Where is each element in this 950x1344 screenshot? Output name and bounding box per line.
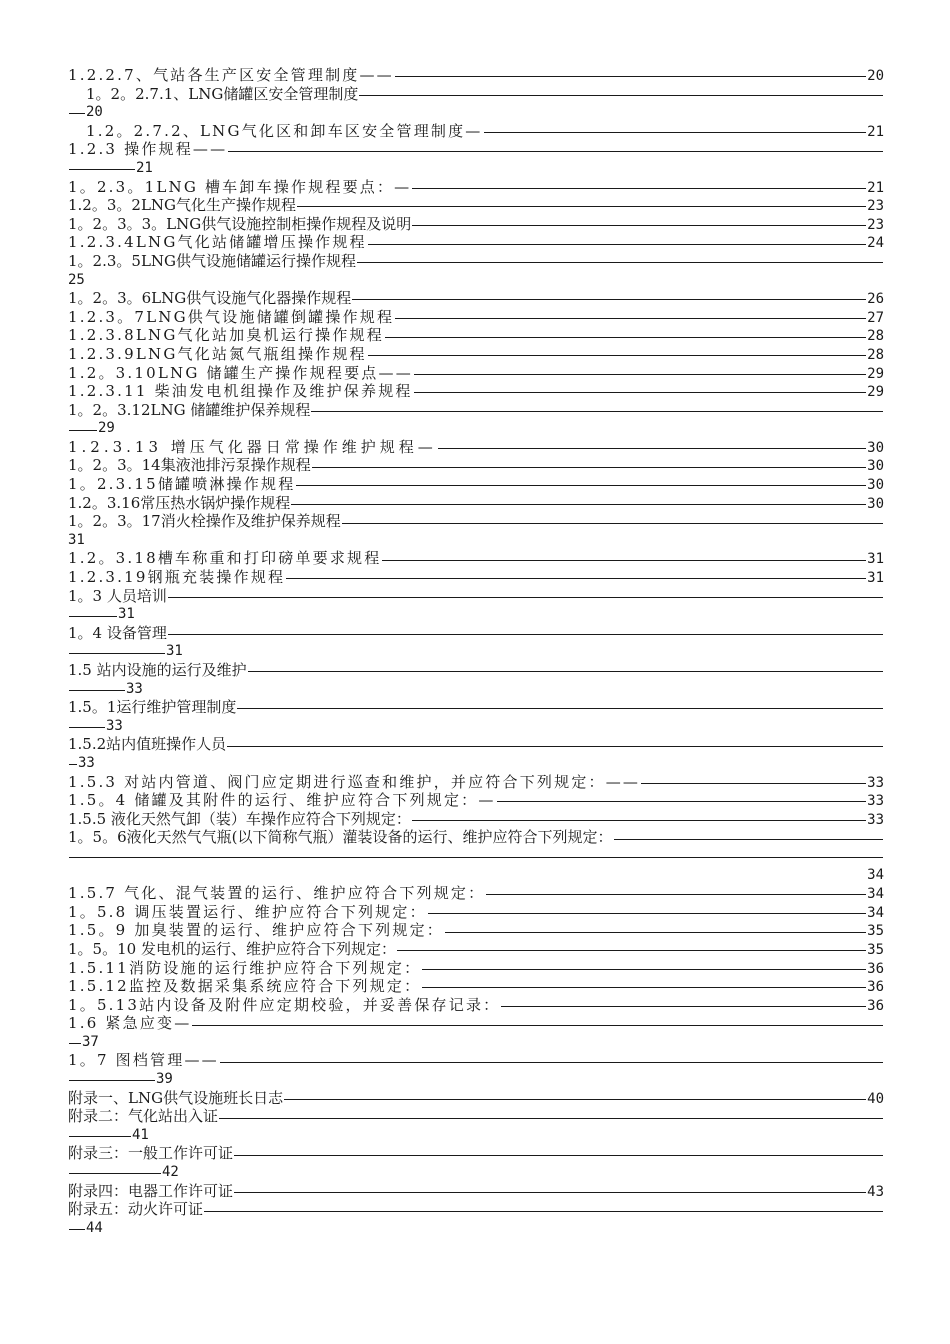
toc-entry-page: 30: [867, 439, 884, 456]
toc-entry[interactable]: [68, 1107, 884, 1144]
toc-entry-title: 附录五：动火许可证: [68, 1200, 204, 1219]
toc-entry-page: 21: [867, 123, 884, 140]
toc-entry-title: 1。4 设备管理: [68, 623, 167, 642]
toc-entry-title: 1.6 紧急应变—: [68, 1014, 192, 1033]
toc-entry-page: 42: [162, 1164, 179, 1181]
leader-dots: [69, 1172, 161, 1174]
leader-dots: [497, 800, 867, 802]
leader-dots: [342, 522, 883, 524]
toc-entry-page: 24: [867, 235, 884, 252]
toc-entry[interactable]: [68, 1051, 884, 1088]
toc-entry[interactable]: [68, 382, 884, 401]
leader-dots: [484, 131, 867, 133]
leader-dots: [486, 893, 866, 895]
toc-entry-page: 39: [156, 1071, 173, 1088]
toc-entry-page: 33: [867, 811, 884, 828]
leader-dots: [291, 503, 866, 505]
toc-entry[interactable]: [68, 549, 884, 568]
toc-entry[interactable]: [68, 289, 884, 308]
leader-dots: [234, 1191, 866, 1193]
toc-entry[interactable]: [68, 661, 884, 698]
toc-entry-title: 1.5。9 加臭装置的运行、维护应符合下列规定：: [68, 921, 444, 940]
toc-entry[interactable]: [68, 401, 884, 438]
toc-entry-page: 33: [867, 774, 884, 791]
leader-dots: [445, 931, 866, 933]
leader-dots: [168, 633, 883, 635]
toc-entry-page: 23: [867, 198, 884, 215]
toc-entry[interactable]: [68, 698, 884, 735]
toc-entry-page: 35: [867, 941, 884, 958]
toc-entry[interactable]: [68, 345, 884, 364]
toc-entry-title: 附录一、LNG供气设施班长日志: [68, 1088, 284, 1107]
leader-dots: [368, 243, 866, 245]
toc-entry-title: 1。2。3。17消火栓操作及维护保养规程: [68, 512, 341, 531]
leader-dots: [237, 707, 883, 709]
toc-entry-page: 30: [867, 477, 884, 494]
leader-dots: [69, 1228, 85, 1230]
toc-entry[interactable]: [68, 475, 884, 494]
toc-entry-page: 31: [867, 551, 884, 568]
toc-entry-title: 附录三：一般工作许可证: [68, 1144, 234, 1163]
toc-entry-page: 44: [86, 1219, 103, 1236]
toc-entry-title: 1.2。2.7.2、LNG气化区和卸车区安全管理制度—: [86, 121, 483, 140]
toc-entry-page: 41: [132, 1126, 149, 1143]
toc-entry-title: 1.2.3 操作规程——: [68, 140, 228, 159]
toc-entry[interactable]: [68, 215, 884, 234]
toc-entry-title: 1.2.3.19钢瓶充装操作规程: [68, 568, 286, 587]
toc-entry[interactable]: [68, 140, 884, 177]
leader-dots: [422, 986, 866, 988]
leader-dots: [296, 484, 866, 486]
toc-entry-page: 34: [867, 866, 884, 883]
leader-dots: [69, 615, 117, 617]
leader-dots: [284, 1098, 866, 1100]
toc-entry-page: 33: [867, 793, 884, 810]
toc-entry-title: 1.5。4 储罐及其附件的运行、维护应符合下列规定：—: [68, 791, 496, 810]
toc-entry-title: 1.5.5 液化天然气卸（装）车操作应符合下列规定：: [68, 809, 411, 828]
toc-entry[interactable]: [68, 587, 884, 624]
toc-entry-title: 1.5。1运行维护管理制度: [68, 698, 237, 717]
toc-entry[interactable]: [68, 977, 884, 996]
leader-dots: [69, 1042, 81, 1044]
toc-entry-title: 1。2.3.15储罐喷淋操作规程: [68, 475, 296, 494]
toc-entry-page: 26: [867, 291, 884, 308]
leader-dots: [422, 968, 866, 970]
leader-dots: [204, 1210, 883, 1212]
toc-entry[interactable]: [68, 791, 884, 810]
toc-entry-title: 1。2.3。5LNG供气设施储罐运行操作规程: [68, 251, 357, 270]
toc-entry-title: 1。2。3。14集液池排污泵操作规程: [68, 456, 311, 475]
toc-entry-page: 33: [106, 717, 123, 734]
toc-entry-page: 20: [86, 104, 103, 121]
toc-entry[interactable]: [68, 996, 884, 1015]
leader-dots: [312, 466, 866, 468]
leader-dots: [228, 150, 883, 152]
leader-dots: [297, 205, 866, 207]
leader-dots: [168, 596, 883, 598]
toc-entry-page: 30: [867, 495, 884, 512]
toc-entry-page: 33: [78, 754, 95, 771]
leader-dots: [69, 168, 135, 170]
toc-entry[interactable]: [68, 1144, 884, 1181]
toc-entry-title: 1。5。6液化天然气气瓶(以下简称气瓶）灌装设备的运行、维护应符合下列规定：: [68, 828, 613, 847]
toc-entry[interactable]: [68, 308, 884, 327]
toc-entry-page: 29: [98, 420, 115, 437]
leader-dots: [69, 1135, 131, 1137]
toc-entry-title: 1.5.12监控及数据采集系统应符合下列规定：: [68, 977, 422, 996]
toc-entry-title: 1。3 人员培训: [68, 586, 167, 605]
toc-entry[interactable]: [68, 828, 884, 884]
toc-entry[interactable]: [68, 1089, 884, 1108]
leader-dots: [412, 224, 866, 226]
toc-entry-page: 28: [867, 346, 884, 363]
leader-dots: [357, 261, 883, 263]
toc-entry-title: 附录四：电器工作许可证: [68, 1181, 234, 1200]
leader-dots: [428, 912, 866, 914]
toc-entry-page: 27: [867, 309, 884, 326]
toc-entry-title: 1。2。3。3。LNG供气设施控制柜操作规程及说明: [68, 214, 412, 233]
toc-entry-title: 附录二：气化站出入证: [68, 1107, 219, 1126]
leader-dots: [397, 949, 866, 951]
toc-entry-title: 1.2。3.10LNG 储罐生产操作规程要点——: [68, 363, 413, 382]
leader-dots: [414, 373, 866, 375]
toc-entry-page: 23: [867, 216, 884, 233]
table-of-contents: [68, 66, 884, 1237]
leader-dots: [69, 763, 77, 765]
toc-entry-page: 30: [867, 458, 884, 475]
toc-entry[interactable]: [68, 326, 884, 345]
toc-entry-page: 35: [867, 923, 884, 940]
toc-entry[interactable]: [68, 196, 884, 215]
toc-entry-page: 31: [118, 606, 135, 623]
toc-entry[interactable]: [68, 438, 884, 457]
leader-dots: [385, 336, 866, 338]
toc-entry[interactable]: [68, 456, 884, 475]
toc-entry-page: 28: [867, 328, 884, 345]
toc-entry-title: 1.2.3.13 增压气化器日常操作维护规程—: [68, 437, 437, 456]
toc-entry[interactable]: [68, 940, 884, 959]
leader-dots: [412, 819, 866, 821]
toc-entry[interactable]: [68, 1014, 884, 1051]
toc-entry-page: 21: [867, 179, 884, 196]
toc-entry-page: 29: [867, 365, 884, 382]
toc-entry-page: 31: [68, 531, 85, 548]
toc-entry-title: 1.2.2.7、气站各生产区安全管理制度——: [68, 66, 394, 84]
toc-entry-title: 1。5。10 发电机的运行、维护应符合下列规定：: [68, 939, 396, 958]
toc-entry-title: 1.2。3.16常压热水锅炉操作规程: [68, 493, 291, 512]
toc-entry[interactable]: [68, 773, 884, 792]
toc-entry-title: 1.5 站内设施的运行及维护: [68, 661, 247, 679]
leader-dots: [395, 75, 866, 77]
toc-entry-title: 1.2.3。7LNG供气设施储罐倒罐操作规程: [68, 307, 395, 326]
toc-entry-page: 29: [867, 384, 884, 401]
toc-entry[interactable]: [68, 1200, 884, 1237]
toc-entry-title: 1.2。3.18槽车称重和打印磅单要求规程: [68, 549, 382, 568]
leader-dots: [69, 1079, 155, 1081]
toc-entry[interactable]: [68, 735, 884, 772]
toc-entry[interactable]: [68, 233, 884, 252]
toc-entry-title: 1.5.3 对站内管道、阀门应定期进行巡查和维护，并应符合下列规定：——: [68, 772, 641, 791]
toc-entry[interactable]: [68, 568, 884, 587]
leader-dots: [69, 652, 165, 654]
toc-entry[interactable]: [68, 810, 884, 829]
leader-dots: [438, 447, 866, 449]
toc-entry-page: 31: [867, 570, 884, 587]
toc-entry-page: 40: [867, 1090, 884, 1107]
toc-entry[interactable]: [68, 921, 884, 940]
toc-entry[interactable]: [68, 252, 884, 289]
toc-entry-page: 25: [68, 271, 85, 288]
leader-dots: [69, 112, 85, 114]
toc-entry[interactable]: [68, 85, 884, 122]
toc-entry[interactable]: [68, 364, 884, 383]
toc-entry-title: 1.5.11消防设施的运行维护应符合下列规定：: [68, 958, 422, 977]
leader-dots: [414, 391, 867, 393]
toc-entry-page: 36: [867, 997, 884, 1014]
leader-dots: [248, 670, 883, 672]
toc-entry-title: 1。2.3。1LNG 槽车卸车操作规程要点：—: [68, 177, 412, 196]
toc-entry[interactable]: [68, 178, 884, 197]
toc-entry-title: 1.2.3.8LNG气化站加臭机运行操作规程: [68, 326, 384, 345]
toc-entry-title: 1.2.3.11 柴油发电机组操作及维护保养规程: [68, 382, 413, 401]
toc-entry-title: 1.2.3.4LNG气化站储罐增压操作规程: [68, 233, 367, 252]
toc-entry-page: 36: [867, 960, 884, 977]
leader-dots: [395, 317, 866, 319]
leader-dots: [359, 94, 883, 96]
leader-dots: [641, 782, 866, 784]
toc-entry[interactable]: [68, 903, 884, 922]
leader-dots: [311, 410, 883, 412]
toc-entry[interactable]: [68, 494, 884, 513]
leader-dots: [286, 577, 866, 579]
toc-entry-title: 1。5.13站内设备及附件应定期校验，并妥善保存记录：: [68, 995, 501, 1014]
toc-entry-page: 43: [867, 1183, 884, 1200]
leader-dots: [501, 1005, 866, 1007]
toc-entry-title: 1.2。3。2LNG气化生产操作规程: [68, 196, 297, 215]
toc-entry-page: 36: [867, 979, 884, 996]
toc-entry-page: 33: [126, 680, 143, 697]
leader-dots: [69, 689, 125, 691]
leader-dots: [227, 745, 883, 747]
toc-entry[interactable]: [68, 66, 884, 85]
toc-entry-title: 1.5.2站内值班操作人员: [68, 735, 227, 754]
toc-entry-title: 1。7 图档管理——: [68, 1051, 219, 1070]
toc-entry-title: 1.5.7 气化、混气装置的运行、维护应符合下列规定：: [68, 884, 486, 903]
toc-entry-title: 1。2。3。6LNG供气设施气化器操作规程: [68, 289, 352, 308]
leader-dots: [220, 1061, 883, 1063]
leader-dots: [352, 298, 866, 300]
leader-dots: [368, 354, 866, 356]
toc-entry-page: 34: [867, 904, 884, 921]
toc-entry[interactable]: [68, 512, 884, 549]
leader-dots: [382, 559, 866, 561]
toc-entry[interactable]: [68, 624, 884, 661]
leader-dots: [69, 856, 883, 858]
toc-entry-page: 20: [867, 68, 884, 84]
leader-dots: [219, 1117, 883, 1119]
toc-entry[interactable]: [68, 884, 884, 903]
toc-entry-page: 37: [82, 1033, 99, 1050]
toc-entry-page: 34: [867, 886, 884, 903]
toc-entry[interactable]: [68, 959, 884, 978]
toc-entry-page: 31: [166, 643, 183, 660]
toc-entry-title: 1。2。3.12LNG 储罐维护保养规程: [68, 400, 311, 419]
leader-dots: [69, 726, 105, 728]
toc-entry[interactable]: [68, 1182, 884, 1201]
toc-entry-title: 1.2.3.9LNG气化站氮气瓶组操作规程: [68, 344, 367, 363]
leader-dots: [192, 1024, 883, 1026]
leader-dots: [234, 1154, 883, 1156]
toc-entry-title: 1。5.8 调压装置运行、维护应符合下列规定：: [68, 902, 427, 921]
leader-dots: [412, 187, 866, 189]
toc-entry[interactable]: [68, 122, 884, 141]
toc-entry-page: 21: [136, 159, 153, 176]
leader-dots: [614, 838, 884, 840]
leader-dots: [69, 429, 97, 431]
toc-entry-title: 1。2。2.7.1、LNG储罐区安全管理制度: [86, 84, 359, 103]
